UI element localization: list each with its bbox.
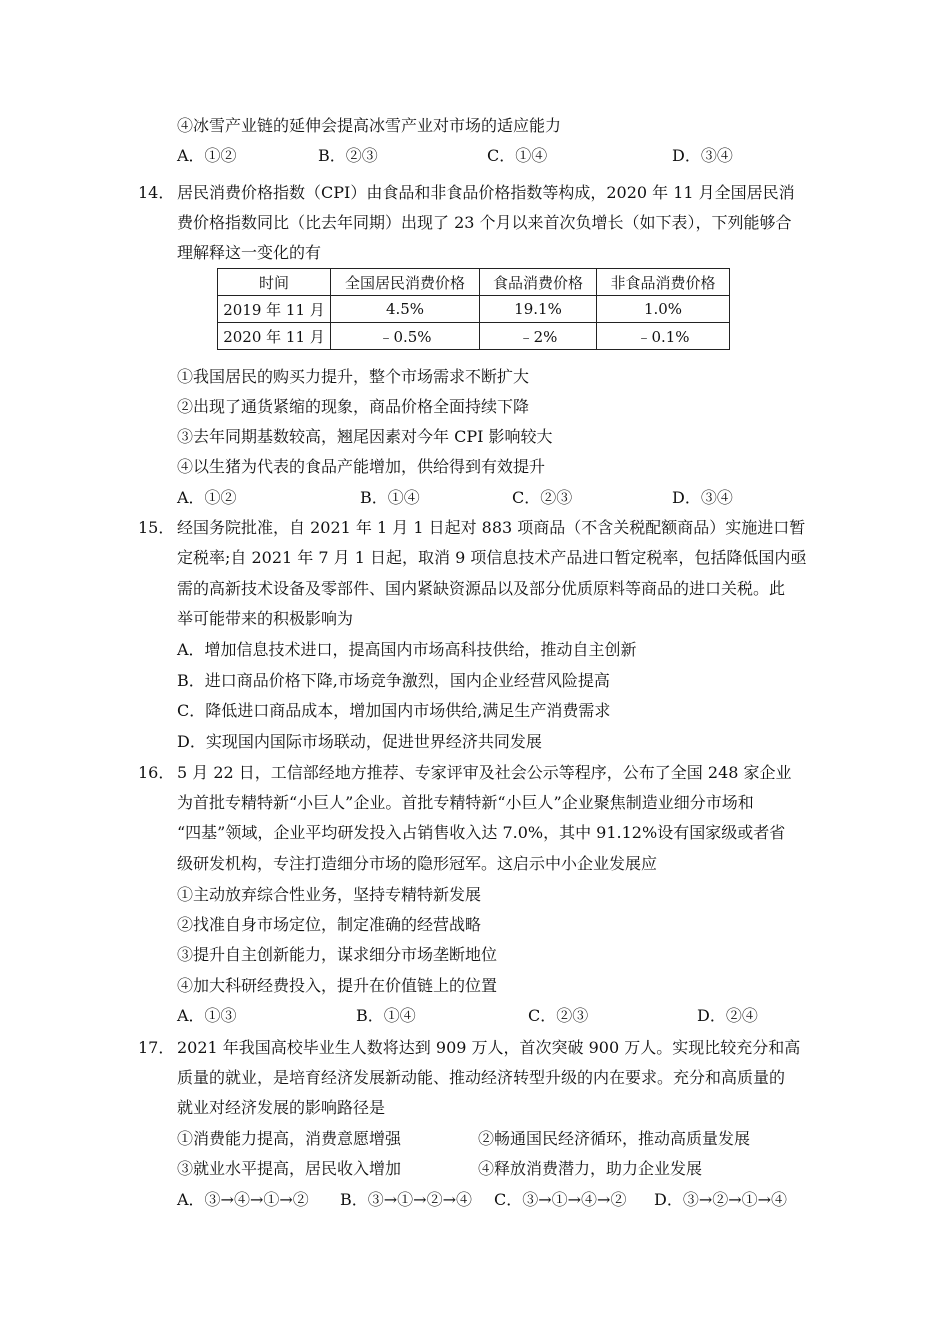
q15-stem-line-3: 需的高新技术设备及零部件、国内紧缺资源品以及部分优质原料等商品的进口关税。此 [177,579,786,598]
q14-option-c: C．②③ [512,488,573,507]
q14-option-b: B．①④ [360,488,420,507]
q14-statement-3: ③去年同期基数较高，翘尾因素对今年 CPI 影响较大 [177,427,553,446]
q15-stem-line-4: 举可能带来的积极影响为 [177,609,354,628]
q14-option-d: D．③④ [672,488,733,507]
q14-option-a: A．①② [177,488,237,507]
q17-option-a: A．③→④→①→② [177,1190,309,1209]
q15-choice-b: B．进口商品价格下降,市场竞争激烈，国内企业经营风险提高 [177,671,610,690]
q16-statement-2: ②找准自身市场定位，制定准确的经营战略 [177,915,482,934]
table-cell: ﹣2% [480,323,597,350]
q17-option-c: C．③→①→④→② [494,1190,627,1209]
q14-stem-line-2: 费价格指数同比（比去年同期）出现了 23 个月以来首次负增长（如下表），下列能够合 [177,213,792,232]
q16-option-b: B．①④ [356,1006,416,1025]
q15-stem-line-2: 定税率;自 2021 年 7 月 1 日起，取消 9 项信息技术产品进口暂定税率，包括降低国内亟 [177,548,807,567]
q16-statement-3: ③提升自主创新能力，谋求细分市场垄断地位 [177,945,498,964]
table-header-row [218,269,730,296]
table-header-cell: 非食品消费价格 [597,269,730,296]
q17-stem-line-2: 质量的就业，是培育经济发展新动能、推动经济转型升级的内在要求。充分和高质量的 [177,1068,786,1087]
q16-stem-line-4: 级研发机构，专注打造细分市场的隐形冠军。这启示中小企业发展应 [177,854,658,873]
q16-option-c: C．②③ [528,1006,589,1025]
q16-statement-4: ④加大科研经费投入，提升在价值链上的位置 [177,976,498,995]
q16-stem-line-1: 5 月 22 日，工信部经地方推荐、专家评审及社会公示等程序，公布了全国 248 家企业 [177,763,792,782]
q17-stem-line-3: 就业对经济发展的影响路径是 [177,1098,386,1117]
q14-statement-2: ②出现了通货紧缩的现象，商品价格全面持续下降 [177,397,530,416]
q14-stem-line-1: 居民消费价格指数（CPI）由食品和非食品价格指数等构成，2020 年 11 月全国居民消 [177,183,795,202]
q13-option-a: A．①② [177,146,237,165]
table-cell: 19.1% [480,296,597,323]
cpi-table [217,268,730,350]
q13-option-b: B．②③ [318,146,378,165]
q17-statement-4: ④释放消费潜力，助力企业发展 [478,1159,703,1178]
table-cell: 2019 年 11 月 [218,296,331,323]
q17-option-d: D．③→②→①→④ [654,1190,788,1209]
q16-stem-line-2: 为首批专精特新“小巨人”企业。首批专精特新“小巨人”企业聚焦制造业细分市场和 [177,793,754,812]
table-cell: 1.0% [597,296,730,323]
table-cell: 4.5% [331,296,480,323]
q17-number: 17． [138,1038,175,1057]
q17-statement-3: ③就业水平提高，居民收入增加 [177,1159,402,1178]
q16-option-d: D．②④ [697,1006,758,1025]
q16-option-a: A．①③ [177,1006,237,1025]
q14-number: 14． [138,183,175,202]
q17-option-b: B．③→①→②→④ [340,1190,472,1209]
q13-statement-4: ④冰雪产业链的延伸会提高冰雪产业对市场的适应能力 [177,116,562,135]
q13-option-c: C．①④ [487,146,548,165]
q16-stem-line-3: “四基”领域，企业平均研发投入占销售收入达 7.0%，其中 91.12%设有国家级或者省 [177,823,786,842]
table-cell: 2020 年 11 月 [218,323,331,350]
q17-stem-line-1: 2021 年我国高校毕业生人数将达到 909 万人，首次突破 900 万人。实现比较充分和高 [177,1038,801,1057]
q14-statement-1: ①我国居民的购买力提升，整个市场需求不断扩大 [177,367,530,386]
q15-choice-a: A．增加信息技术进口，提高国内市场高科技供给，推动自主创新 [177,640,637,659]
q14-statement-4: ④以生猪为代表的食品产能增加，供给得到有效提升 [177,457,546,476]
q15-choice-c: C．降低进口商品成本，增加国内市场供给,满足生产消费需求 [177,701,611,720]
q13-option-d: D．③④ [672,146,733,165]
table-header-cell: 食品消费价格 [480,269,597,296]
q14-stem-line-3: 理解释这一变化的有 [177,243,322,262]
table-row [218,323,730,350]
q16-statement-1: ①主动放弃综合性业务，坚持专精特新发展 [177,885,482,904]
q17-statement-1: ①消费能力提高，消费意愿增强 [177,1129,402,1148]
table-cell: ﹣0.1% [597,323,730,350]
q16-number: 16． [138,763,175,782]
table-header-cell: 全国居民消费价格 [331,269,480,296]
table-header-cell: 时间 [218,269,331,296]
q15-number: 15． [138,518,175,537]
table-row [218,296,730,323]
q17-statement-2: ②畅通国民经济循环，推动高质量发展 [478,1129,751,1148]
q15-choice-d: D．实现国内国际市场联动，促进世界经济共同发展 [177,732,542,751]
table-cell: ﹣0.5% [331,323,480,350]
q15-stem-line-1: 经国务院批准，自 2021 年 1 月 1 日起对 883 项商品（不含关税配额商品）实施进口暂 [177,518,806,537]
